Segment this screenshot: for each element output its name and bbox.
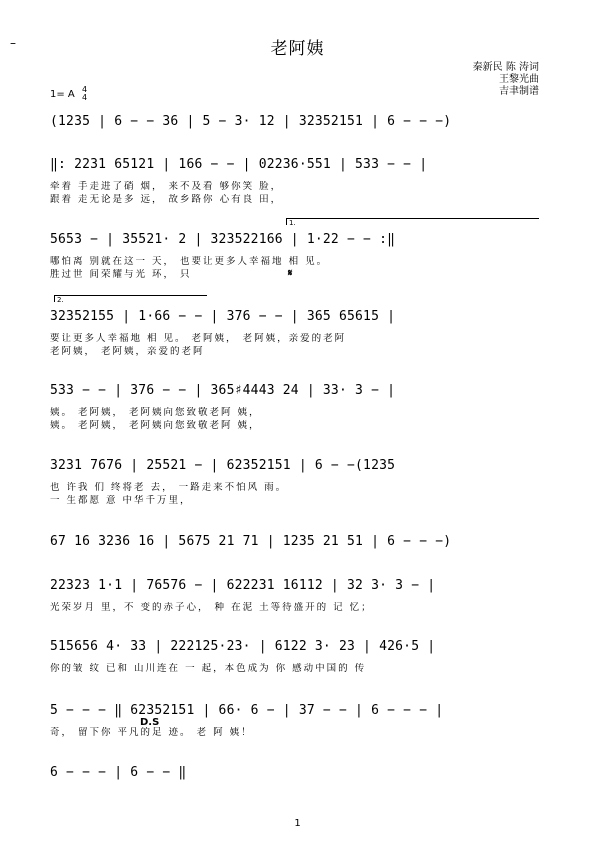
lyric-verse-1: 哪怕离 别就在这一 天， 也要让更多人幸福地 相 见。 — [50, 256, 329, 267]
notation-line: ‖: 2231 65121 | 166 − − | 02236·551 | 533 − − | — [50, 157, 428, 172]
volta-1-bracket: 1. — [286, 218, 539, 225]
notation-line: 5653 − | 35521· 2 | 323522166 | 1·22 − − :‖ — [50, 232, 396, 247]
lyricist: 秦新民 陈 涛词 — [472, 62, 539, 73]
time-bottom: 4 — [81, 93, 88, 102]
volta-2-bracket: 2. — [54, 295, 207, 302]
key-signature — [50, 86, 87, 102]
lyric-verse-1: 姨。 老阿姨， 老阿姨向您致敬老阿 姨， — [50, 407, 261, 418]
notation-line: 5 − − − ‖ 62352151 | 66· 6 − | 37 − − | 6 − − − | — [50, 703, 444, 718]
page-title: 老阿姨 — [270, 39, 325, 59]
lyric-verse-1: 牵着 手走进了硝 烟， 来不及看 够你笑 脸， — [50, 181, 283, 192]
lyric-verse-1: 也 许我 们 终将老 去， 一路走来不怕风 雨。 — [50, 482, 288, 493]
composer: 王黎光曲 — [499, 74, 539, 85]
lyric-verse-2: 胜过世 间荣耀与光 环， 只 — [50, 269, 192, 280]
lyric-verse-2: 跟着 走无论是多 远， 故乡路你 心有良 田， — [50, 194, 283, 205]
ds-marking: D.S — [140, 717, 160, 728]
lyric-verse-2: 一 生都愿 意 中华千万里， — [50, 495, 192, 506]
notation-line: 533 − − | 376 − − | 365♯4443 24 | 33· 3 − | — [50, 383, 396, 398]
key-label: 1= A — [50, 89, 75, 100]
leading-dash: – — [10, 36, 16, 50]
notation-line: 22323 1·1 | 76576 − | 622231 16112 | 32 3· 3 − | — [50, 578, 436, 593]
lyric-verse-1: 要让更多人幸福地 相 见。 老阿姨， 老阿姨，亲爱的老阿 — [50, 333, 347, 344]
credits — [473, 62, 539, 98]
notation-line: 32352155 | 1·66 − − | 376 − − | 365 65615 | — [50, 309, 396, 324]
page-number: 1 — [294, 818, 301, 829]
time-top: 4 — [81, 85, 88, 94]
lyric-verse-2: 老阿姨， 老阿姨，亲爱的老阿 — [50, 346, 205, 357]
lyric-verse-2: 姨。 老阿姨， 老阿姨向您致敬老阿 姨， — [50, 420, 261, 431]
notation-line: 3231 7676 | 25521 − | 62352151 | 6 − −(1235 — [50, 458, 396, 473]
transcriber: 吉聿制谱 — [499, 86, 539, 97]
notation-line: (1235 | 6 − − 36 | 5 − 3· 12 | 32352151 | 6 − − −) — [50, 114, 452, 129]
segno-sign: 𝄋 — [288, 268, 293, 279]
notation-line: 67 16 3236 16 | 5675 21 71 | 1235 21 51 | 6 − − −) — [50, 534, 452, 549]
notation-line: 6 − − − | 6 − − ‖ — [50, 765, 187, 780]
lyric-verse-1: 奇， 留下你 平凡的足 迹。 老 阿 姨！ — [50, 727, 253, 738]
time-signature — [82, 86, 87, 102]
lyric-verse-1: 你的皱 纹 已和 山川连在 一 起，本色成为 你 感动中国的 传 — [50, 663, 367, 674]
notation-line: 515656 4· 33 | 222125·23· | 6122 3· 23 | 426·5 | — [50, 639, 436, 654]
lyric-verse-1: 光荣岁月 里，不 变的赤子心， 种 在泥 土等待盛开的 记 忆； — [50, 602, 373, 613]
